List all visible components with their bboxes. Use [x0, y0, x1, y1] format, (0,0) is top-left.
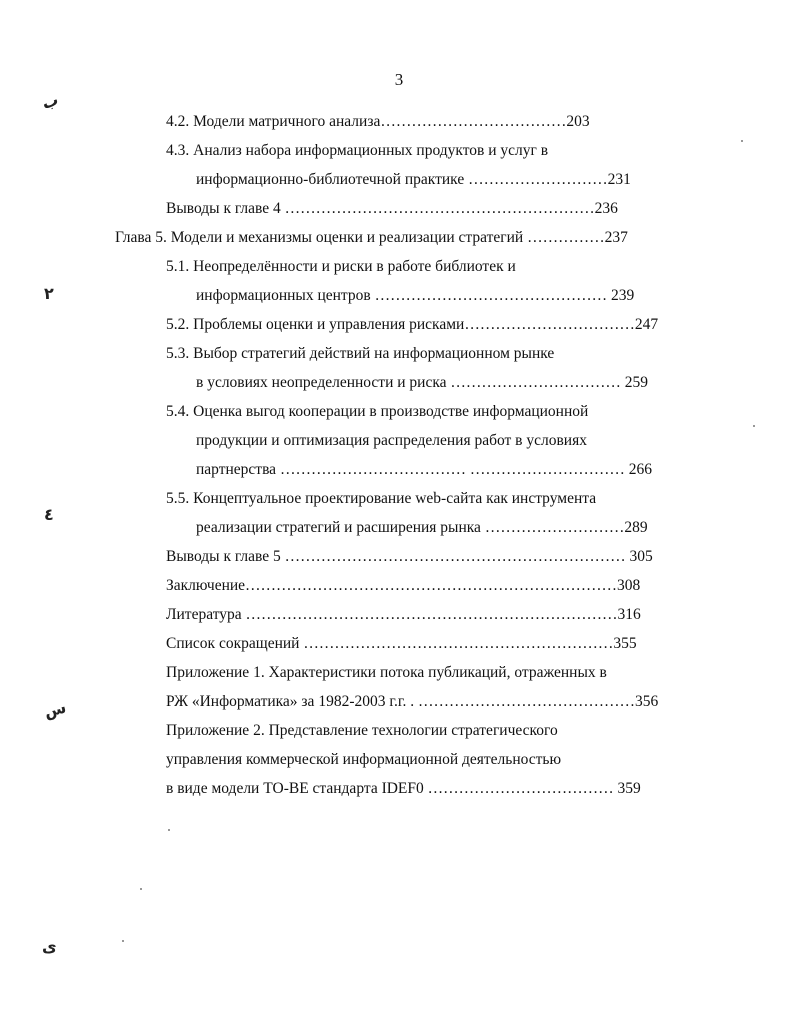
toc-line: 5.3. Выбор стратегий действий на информационном рынке — [166, 345, 555, 362]
toc-line: Приложение 1. Характеристики потока публикаций, отраженных в — [166, 664, 607, 681]
toc-line: Список сокращений ……………………………………………………355 — [166, 635, 637, 652]
toc-line: в условиях неопределенности и риска …………………………… 259 — [196, 374, 649, 391]
toc-line: РЖ «Информатика» за 1982-2003 г.г. . ……………………………………356 — [166, 693, 659, 710]
margin-mark: ٢ — [44, 284, 54, 303]
toc-line: Выводы к главе 4 ……………………………………………………236 — [166, 200, 618, 217]
scan-speck — [140, 888, 142, 890]
page-number: 3 — [394, 70, 404, 89]
toc-line: информационно-библиотечной практике ………………………231 — [196, 171, 631, 188]
toc-line: Глава 5. Модели и механизмы оценки и реализации стратегий ……………237 — [115, 229, 628, 246]
toc-line: продукции и оптимизация распределения работ в условиях — [196, 432, 587, 449]
toc-line: 5.5. Концептуальное проектирование web-сайта как инструмента — [166, 490, 597, 507]
toc-line: информационных центров ……………………………………… 239 — [196, 287, 635, 304]
scan-speck — [753, 425, 755, 427]
toc-line: реализации стратегий и расширения рынка ………………………289 — [196, 519, 648, 536]
toc-line: управления коммерческой информационной деятельностью — [166, 751, 562, 768]
scan-speck — [122, 940, 124, 942]
margin-mark: ی — [42, 937, 57, 956]
margin-mark: ٤ — [44, 505, 54, 524]
toc-line: 5.4. Оценка выгод кооперации в производстве информационной — [166, 403, 589, 420]
toc-line: Заключение………………………………………………………………308 — [166, 577, 641, 594]
scan-speck — [168, 829, 170, 831]
scan-speck — [741, 140, 743, 142]
toc-line: 5.1. Неопределённости и риски в работе библиотек и — [166, 258, 516, 275]
toc-line: 5.2. Проблемы оценки и управления рисками……………………………247 — [166, 316, 659, 333]
toc-line: 4.3. Анализ набора информационных продуктов и услуг в — [166, 142, 549, 159]
toc-line: Литература ………………………………………………………………316 — [166, 606, 641, 623]
toc-line: 4.2. Модели матричного анализа………………………………203 — [166, 113, 590, 130]
toc-line: Приложение 2. Представление технологии стратегического — [166, 722, 558, 739]
margin-mark: ب — [39, 89, 61, 114]
toc-line: в виде модели ТО-ВЕ стандарта IDEF0 ……………………………… 359 — [166, 780, 641, 797]
margin-mark: س — [41, 697, 69, 722]
toc-line: партнерства ……………………………… ………………………… 266 — [196, 461, 652, 478]
toc-line: Выводы к главе 5 ………………………………………………………… 305 — [166, 548, 653, 565]
